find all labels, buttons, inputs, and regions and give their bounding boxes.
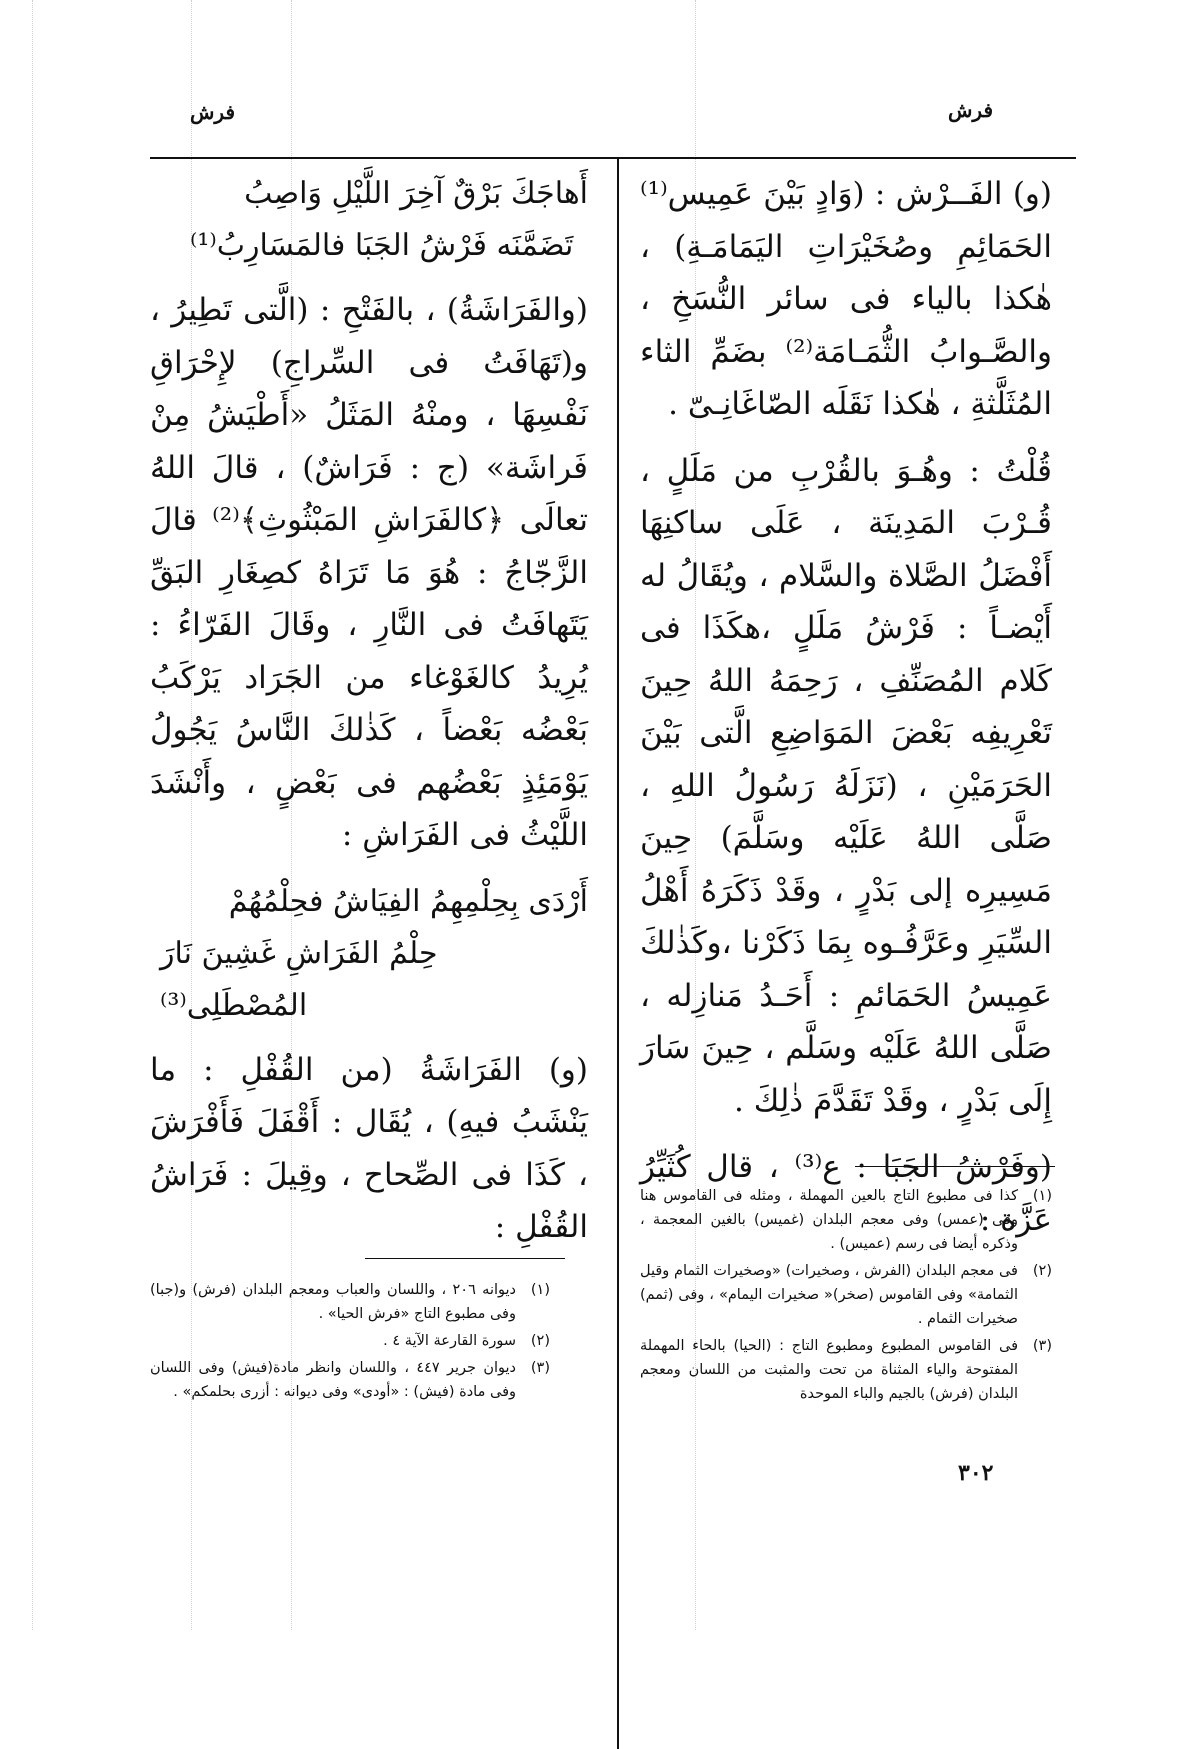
footnote	[150, 1356, 550, 1404]
footnote-rule	[365, 1258, 565, 1259]
footnote-rule	[855, 1166, 1055, 1167]
entry-paragraph: قُلْتُ : وهُـوَ بالقُرْبِ من مَلَلٍ ، قُـرْبَ المَدِينَة ، عَلَى ساكنِهَا أَفْضَلُ الصَّلاة والسَّلام ، ويُقَالُ له أَيْضـاً : فَرْشُ مَلَلٍ ،هكَذَا فى كَلام المُصَنِّفِ ، رَحِمَهُ اللهُ حِينَ تَعْرِيفِه بَعْضَ المَوَاضِعِ الَّتى بَيْنَ الحَرَمَيْنِ ، (نَزَلَهُ رَسُولُ اللهِ ، صَلَّى اللهُ عَلَيْه وسَلَّمَ) حِينَ مَسِيرِه إلى بَدْرٍ ، وقَدْ ذَكَرَهُ أَهْلُ السِّيَرِ وعَرَّفُـوه بِمَا ذَكَرْنا ،وكَذٰلكَ عَمِيسُ الحَمَائمِ : أَحَـدُ مَنازِله ، صَلَّى اللهُ عَلَيْه وسَلَّم ، حِينَ سَارَ إِلَى بَدْرٍ ، وقَدْ تَقَدَّمَ ذٰلِكَ .	[640, 452, 1052, 1119]
page-number: ٣٠٢	[958, 1460, 994, 1486]
footnote-number: (٣)	[530, 1360, 550, 1376]
entry-paragraph: (و) الفَــرْش : (وَادٍ بَيْنَ عَمِيس⁽¹⁾ الحَمَائِمِ وصُخَيْرَاتِ اليَمَامَـةِ) ، هٰكذا بالياء فى سائر النُّسَخِ ، والصَّـوابُ الثُّمَـامَة⁽²⁾ بضَمِّ الثاء المُثَلَّثةِ ، هٰكذا نَقَلَه الصّاغَانِـىّ .	[640, 176, 1053, 422]
column-divider	[617, 159, 619, 1749]
footnote-number: (١)	[530, 1282, 550, 1298]
footnote-text: سورة القارعة الآية ٤ .	[383, 1333, 516, 1349]
entry-paragraph: (و) الفَرَاشَةُ (من القُفْلِ : ما يَنْشَبُ فيهِ) ، يُقَال : أَقْفَلَ فَأَفْرَشَ ، كَذَا فى الصِّحاح ، وقِيلَ : فَرَاشُ القُفْلِ :	[150, 1051, 588, 1245]
footnote-number: (٣)	[1032, 1338, 1052, 1354]
verse-hemistich: أَهاجَكَ بَرْقٌ آخِرَ اللَّيْلِ وَاصِبُ	[244, 176, 588, 211]
footnote-number: (١)	[1032, 1188, 1052, 1204]
scan-fold-line	[32, 0, 33, 1630]
footnote	[150, 1278, 550, 1326]
footnote-number: (٢)	[530, 1333, 550, 1349]
right-footnotes	[640, 1184, 1052, 1409]
footnote-text: فى معجم البلدان (الفرش ، وصخيرات) «وصخيرات الثمام وقيل الثمامة» وفى القاموس (صخر)« صخيرات اليمام» ، وفى (ثمم) صخيرات الثمام .	[640, 1263, 1018, 1327]
right-column	[640, 168, 1052, 1260]
footnote-text: ديوانه ٢٠٦ ، واللسان والعباب ومعجم البلدان (فرش) و(جبا) وفى مطبوع التاج «فرش الحيا» .	[150, 1282, 516, 1322]
header-rule	[150, 157, 1076, 159]
running-header-right: فرش	[948, 98, 994, 122]
verse-hemistich: حِلْمُ الفَرَاشِ غَشِينَ نَارَ المُصْطَلِى⁽³⁾	[160, 935, 438, 1023]
footnote	[640, 1259, 1052, 1331]
entry-paragraph: (وفَرْشُ الجَبَا : ع⁽³⁾ ، قال كُثَيِّرُ عَزَّة :	[640, 1149, 1052, 1238]
verse-hemistich: تَضَمَّنَه فَرْشُ الجَبَا فالمَسَارِبُ⁽¹⁾	[190, 228, 574, 263]
footnote-text: كذا فى مطبوع التاج بالعين المهملة ، ومثله فى القاموس هنا وفى (عمس) وفى معجم البلدان (غميس) بالغين المعجمة ، وذكره أيضا فى رسم (عميس) .	[640, 1188, 1018, 1252]
running-header-left: فرش	[190, 100, 236, 124]
verse-hemistich: أَرْدَى بِحِلْمِهِمُ الفِيَاشُ فحِلْمُهُمْ	[228, 883, 588, 919]
footnote-text: فى القاموس المطبوع ومطبوع التاج : (الحيا) بالحاء المهملة المفتوحة والياء المثناة من تحت والمثبت من اللسان ومعجم البلدان (فرش) بالجيم والباء الموحدة	[640, 1338, 1018, 1402]
left-footnotes	[150, 1278, 550, 1407]
entry-paragraph: (والفَرَاشَةُ) ، بالفَتْحِ : (الَّتى تَطِيرُ ، و(تَهَافَتُ فى السِّراجِ) لإِحْرَاقِ نَفْسِهَا ، ومنْهُ المَثَلُ «أَطْيَشُ مِنْ فَراشَة» (ج : فَرَاشٌ) ، قالَ اللهُ تعالَى ﴿كالفَرَاشِ المَبْثُوثِ﴾⁽²⁾ قالَ الزَّجّاجُ : هُوَ مَا تَرَاهُ كصِغَارِ البَقِّ يَتَهافَتُ فى النَّارِ ، وقَالَ الفَرّاءُ : يُرِيدُ كالغَوْغاء من الجَرَاد يَرْكَبُ بَعْضُه بَعْضاً ، كَذٰلكَ النَّاسُ يَجُولُ يَوْمَئِذٍ بَعْضُهم فى بَعْضٍ ، وأَنْشَدَ اللَّيْثُ فى الفَرَاشِ :	[150, 292, 588, 853]
footnote-number: (٢)	[1032, 1263, 1052, 1279]
footnote	[640, 1184, 1052, 1256]
left-column	[150, 168, 588, 1268]
footnote	[640, 1334, 1052, 1406]
footnote	[150, 1329, 550, 1353]
poetry-verse	[150, 876, 588, 1032]
footnote-text: ديوان جرير ٤٤٧ ، واللسان وانظر مادة(فيش) وفى اللسان وفى مادة (فيش) : «أودى» وفى ديوانه : أزرى بحلمكم» .	[150, 1360, 516, 1400]
poetry-verse	[150, 168, 588, 272]
